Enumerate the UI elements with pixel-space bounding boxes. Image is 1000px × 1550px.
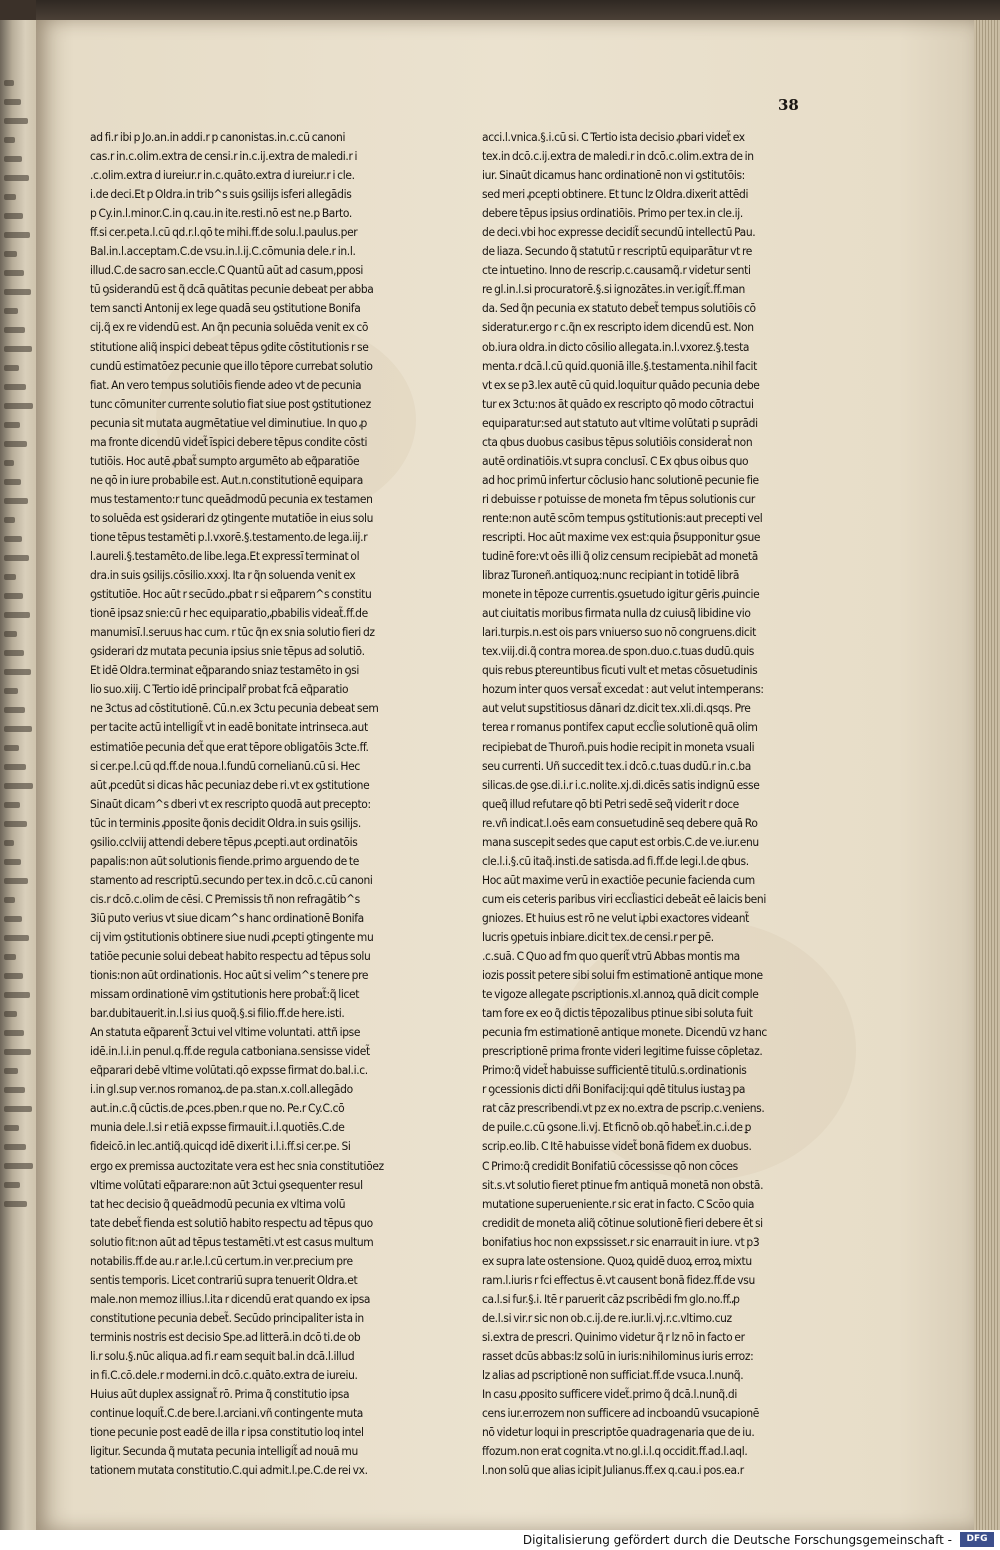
text-line: de deci.vbi hoc expresse decidit̃ secundū intellectū Pau. [482, 225, 756, 240]
text-line: lz alias ad pscriptionē non sufficiat.ff.de vsuca.l.nunq̃. [482, 1368, 744, 1383]
text-line: ex supra late ostensione. Quoꝝ quidē duoꝝ erroꝝ mixtu [482, 1253, 752, 1268]
text-line: da. Sed q̃n pecunia ex statuto debet̃ tempus solutiōis cō [482, 301, 756, 316]
text-line: rescripti. Hoc aūt maxime vex est:quia p̃supponitur ꝯsue [482, 529, 761, 544]
text-line: sideratur.ergo r c.q̃n ex rescripto idem dicendū est. Non [482, 320, 754, 335]
text-line: tudinē fore:vt oēs illi q̃ oliz censum recipiebāt ad monetā [482, 549, 758, 564]
text-line: aūt ꝓcedūt si dicas hāc pecuniaz debe ri.vt ex ꝯstitutione [90, 777, 370, 792]
text-line: ob.iura oldra.in dicto cōsilio allegata.in.l.vxorez.§.testa [482, 339, 750, 354]
text-line: tationem mutata constitutio.C.qui admit.l.pe.C.de rei vx. [90, 1463, 368, 1478]
text-line: i.de deci.Et p Oldra.in trib^s suis ꝯsilijs isferi allegādis [90, 187, 352, 202]
text-line: ram.l.iuris r fci effectus ē.vt causent bonā fidez.ff.de vsu [482, 1272, 755, 1287]
text-line: pecunia fm estimationē antique monete. Dicendū vz hanc [482, 1025, 767, 1040]
text-line: terea r romanus pontifex caput eccl̃ie solutionē quā olim [482, 720, 758, 735]
text-line: iur. Sinaūt dicamus hanc ordinationē non vi ꝯstitutōis: [482, 168, 745, 183]
text-line: libraz Turoneñ.antiquoꝝ:nunc recipiant in totidē librā [482, 568, 740, 583]
text-line: missam ordinationē vim ꝯstitutionis here probat̃:q̃ licet [90, 987, 360, 1002]
text-line: Sinaūt dicam^s dberi vt ex rescripto quodā aut precepto: [90, 796, 371, 811]
facing-page-edge [0, 20, 36, 1530]
text-line: cens iur.errozem non sufficere ad incboandū vsucapionē [482, 1406, 759, 1421]
text-line: iozis possit petere sibi solui fm estimationē antique mone [482, 968, 763, 983]
text-line: male.non memoz illius.l.ita r dicendū erat quando ex ipsa [90, 1291, 371, 1306]
text-line: mana suscepit sedes que caput est orbis.C.de ve.iur.enu [482, 834, 759, 849]
text-line: tunc cōmuniter currente solutio fiat siue post ꝯstitutionez [90, 396, 371, 411]
text-line: acci.l.vnica.§.i.cū si. C Tertio ista decisio ꝓbari videt̃ ex [482, 130, 745, 144]
text-line: bonifatius hoc non expssisset.r sic enarrauit in iure. vt p3 [482, 1234, 760, 1249]
text-line: tūc in terminis ꝓposite q̃onis decidit Oldra.in suis ꝯsilijs. [90, 815, 361, 830]
text-line: tatiōe pecunie solui debeat habito respectu ad tēpus solu [90, 949, 371, 964]
text-line: re.vñ indicat.l.oēs eam consuetudinē seq debere quā Ro [482, 815, 758, 830]
text-line: estimatiōe pecunia det̃ que erat tēpore obligatōis 3cte.ff. [90, 739, 369, 754]
text-line: sed meri ꝓcepti obtinere. Et tunc lz Oldra.dixerit attēdi [482, 187, 749, 202]
text-column-left [90, 128, 445, 1480]
text-line: cas.r in.c.olim.extra de censi.r in.c.ij.extra de maledi.r i [90, 149, 358, 164]
text-line: Huius aūt duplex assignat̃ rō. Prima q̃ constitutio ipsa [90, 1387, 350, 1402]
text-line: i.in gl.sup ver.nos romanoꝝ.de pa.stan.x.coll.allegādo [90, 1082, 353, 1097]
text-line: cum eis ceteris paribus viri eccl̃iastici debeāt eē laicis beni [482, 891, 766, 906]
text-line: de liaza. Secundo q̃ statutū r rescriptū equiparātur vt re [482, 244, 753, 259]
text-line: te vigoze allegate pscriptionis.xl.annoꝝ quā dicit comple [482, 987, 759, 1002]
text-line: ꝯsiderari dz mutata pecunia ipsius snie tēpus ad solutiō. [90, 644, 365, 659]
text-line: manumisī.l.seruus hac cum. r tūc q̃n ex snia solutio fieri dz [90, 625, 375, 640]
text-line: 3iū puto verius vt siue dicam^s hanc ordinationē Bonifa [90, 910, 364, 925]
text-line: solutio fit:non aūt ad tēpus testamēti.vt est casus multum [90, 1234, 374, 1249]
text-line: ergo ex premissa auctozitate vera est hec snia constitutiōez [90, 1158, 384, 1173]
text-line: ad hoc primū infertur cōclusio hanc solutionē pecunie fie [482, 472, 759, 487]
text-line: munia dele.l.si r etiā expsse firmauit.i.l.quotiēs.C.de [90, 1120, 345, 1135]
text-line: ne 3ctus ad cōstitutionē. Cū.n.ex 3ctu pecunia debeat sem [90, 701, 379, 716]
text-line: tū ꝯsiderandū est q̃ dcā quātitas pecunie debeat per abba [90, 282, 374, 297]
text-line: cundū estimatōez pecunie que illo tēpore currebat solutio [90, 358, 373, 373]
text-line: rente:non autē scōm tempus ꝯstitutionis:aut precepti vel [482, 510, 763, 525]
text-line: si.extra de prescri. Quinimo videtur q̃ r lz nō in facto er [482, 1329, 745, 1344]
text-line: autē ordinatiōis.vt supra conclusī. C Ex qbus oibus quo [482, 453, 749, 468]
text-line: tex.viij.di.q̃ contra morea.de spon.duo.c.tuas dudū.quis [482, 644, 755, 659]
text-line: l.non solū que alias icipit Julianus.ff.ex q.cau.i pos.ea.r [482, 1463, 744, 1478]
text-line: vltime volūtati eq̃parare:non aūt 3ctui ꝯsequenter resul [90, 1177, 363, 1192]
text-line: rat cāz prescribendi.vt pz ex no.extra de pscrip.c.veniens. [482, 1101, 765, 1116]
text-line: queq̃ illud refutare qō bti Petri sedē seq̃ viderit r doce [482, 796, 739, 811]
text-line: lucris ꝯpetuis inbiare.dicit tex.de censi.r per ꝑē. [482, 929, 714, 944]
text-line: cle.l.i.§.cū itaq̃.insti.de satisda.ad fi.ff.de legi.l.de qbus. [482, 853, 749, 868]
text-line: cis.r dcō.c.olim de cēsi. C Premissis tñ non refragātib^s [90, 891, 360, 906]
text-line: aut ciuitatis moribus firmata nulla dz cuiusq̃ libidine vio [482, 606, 751, 621]
dfg-logo: DFG [960, 1532, 994, 1547]
text-line: l.aureli.§.testamēto.de libe.lega.Et expressī terminat ol [90, 549, 360, 564]
text-line: debere tēpus ipsius ordinatiōis. Primo per tex.in cle.ij. [482, 206, 743, 221]
text-line: lio suo.xiij. C Tertio idē principalr̃ probat fcā eq̃paratio [90, 682, 349, 697]
text-line: re gl.in.l.si procuratorē.§.si ignozātes.in ver.igit̃.ff.man [482, 282, 745, 297]
text-line: to soluēda est ꝯsiderari dz ꝯtingente mutatiōe in eius solu [90, 510, 374, 525]
text-line: credidit de moneta aliq̃ cōtinue solutionē fieri debere ēt si [482, 1215, 763, 1230]
text-line: cta qbus duobus casibus tēpus solutiōis consideraṫ non [482, 434, 753, 449]
text-line: gniozes. Et huius est rō ne velut iꝓbi exactores videant̃ [482, 910, 749, 925]
text-line: fiat. An vero tempus solutiōis fiende adeo vt de pecunia [90, 377, 362, 392]
funding-credit: Digitalisierung gefördert durch die Deutsche Forschungsgemeinschaft - [522, 1533, 952, 1547]
text-line: r ꝯcessionis dicti dñi Bonifacij:qui qdē titulus iustaꝫ pa [482, 1082, 746, 1097]
text-line: ma fronte dicendū videt̃ īspici debere tēpus condite cōsti [90, 434, 368, 449]
text-line: ad fi.r ibi p Jo.an.in addi.r p canonistas.in.c.cū canoni [90, 130, 346, 144]
text-line: monete in tēpoze currentis.ꝯsuetudo igitur gēris ꝓuincie [482, 587, 760, 602]
text-line: papalis:non aūt solutionis fiende.primo arguendo de te [90, 853, 360, 868]
folio-number: 38 [778, 96, 799, 114]
book-top-edge [36, 0, 1000, 20]
text-line: bar.dubitauerit.in.l.si ius quoq̃.§.si filio.ff.de here.isti. [90, 1006, 345, 1021]
text-line: lari.turpis.n.est ois pars vniuerso suo nō congruens.dicit [482, 625, 756, 640]
text-line: seu currenti. Uñ succedit tex.i dcō.c.tuas dudū.r in.c.ba [482, 758, 751, 773]
text-line: tionē ipsaz snie:cū r hec equiparatio,ꝓbabilis videat̃.ff.de [90, 606, 368, 621]
text-line: de puile.c.cū ꝯsone.li.vj. Et ficnō ob.qō habet̃.in.c.i.de ꝑ [482, 1120, 752, 1135]
text-line: tex.in dcō.c.ij.extra de maledi.r in dcō.c.olim.extra de in [482, 149, 754, 164]
text-line: cij vim ꝯstitutionis obtinere siue nudi ꝓcepti ꝯtingente mu [90, 929, 374, 944]
text-line: per tacite actū intelligit̃ vt in eadē bonitate intrinseca.aut [90, 720, 368, 735]
text-line: recipiebat de Thuroñ.puis hodie recipit in moneta vsuali [482, 739, 755, 754]
text-line: terminis nostris est decisio Spe.ad litterā.in dcō ti.de ob [90, 1329, 361, 1344]
text-line: menta.r dcā.l.cū quid.quoniā ille.§.testamenta.nihil facit [482, 358, 757, 373]
text-line: Bal.in.l.acceptam.C.de vsu.in.l.ij.C.cōmunia dele.r in.l. [90, 244, 356, 259]
footer-bar [0, 1530, 1000, 1550]
text-line: nō videtur loqui in prescriptōe quadragenaria que de iu. [482, 1425, 755, 1440]
text-line: mutatione superueniente.r sic erat in facto. C Scōo quia [482, 1196, 755, 1211]
text-line: tur ex 3ctu:nos āt quādo ex rescripto qō modo cōtractui [482, 396, 754, 411]
text-line: in fi.C.cō.dele.r moderni.in dcō.c.quāto.extra de iureiu. [90, 1368, 358, 1383]
text-line: idē.in.l.i.in penul.q.ff.de regula catboniana.sensisse videt̃ [90, 1044, 370, 1059]
text-line: Et idē Oldra.terminat eq̃parando sniaz testamēto in ꝯsi [90, 663, 359, 678]
text-line: tam fore ex eo q̃ dictis tēpozalibus ptinue sibi soluta fuit [482, 1006, 753, 1021]
text-line: cte intuetino. Inno de rescrip.c.causamq̃.r videtur senti [482, 263, 751, 278]
text-line: ffozum.non erat cognita.vt no.gl.i.l.q occidit.ff.ad.l.aql. [482, 1444, 748, 1459]
text-line: li.r solu.§.nūc aliqua.ad fi.r eam sequit bal.in dcā.l.illud [90, 1349, 355, 1363]
text-line: hozum inter quos versat̃ excedat : aut velut intemperans: [482, 682, 764, 697]
text-line: pecunia sit mutata augmētatiue vel diminutiue. In quo ꝓ [90, 415, 367, 430]
text-line: tate debet̃ fienda est solutiō habito respectu ad tēpus quo [90, 1215, 373, 1230]
text-line: sentis temporis. Licet contrariū supra tenuerit Oldra.et [90, 1272, 358, 1287]
text-line: .c.olim.extra d iureiur.r in.c.quāto.extra d iureiur.r i cle. [90, 168, 355, 183]
text-line: tionis:non aūt ordinationis. Hoc aūt si velim^s tenere pre [90, 968, 369, 983]
text-line: rasset dcūs abbas:lz solū in iuris:nihilominus iuris erroz: [482, 1349, 754, 1363]
text-line: mus testamento:r tunc queādmodū pecunia ex testamen [90, 491, 373, 506]
text-line: fideicō.in lec.antiq̃.quicqd idē dixerit i.l.i.ff.si cer.pe. Si [90, 1139, 351, 1154]
text-line: p Cy.in.l.minor.C.in q.cau.in ite.resti.nō est ne.p Barto. [90, 206, 352, 221]
text-line: equiparatur:sed aut statuto aut vltime volūtati p suprādi [482, 415, 758, 430]
text-line: stamento ad rescriptū.secundo per tex.in dcō.c.cū canoni [90, 872, 373, 887]
text-line: ne qō in iure probabile est. Aut.n.constitutionē equipara [90, 472, 363, 487]
text-line: eq̃parari debē vltime volūtati.qō expsse firmat do.bal.i.c. [90, 1063, 368, 1078]
text-line: tione tēpus testamēti p.l.vxorē.§.testamento.de lega.iij.r [90, 529, 368, 544]
text-line: stitutione aliq̃ inspici debeat tēpus ꝯdite cōstitutionis r se [90, 339, 369, 354]
text-line: ff.si cer.peta.l.cū qd.r.l.qō te mihi.ff.de solu.l.paulus.per [90, 225, 358, 240]
text-line: illud.C.de sacro san.eccle.C Quantū aūt ad casum,pposi [90, 263, 364, 278]
text-line: Primo:q̃ videt̃ habuisse sufficientē titulū.s.ordinationis [482, 1063, 747, 1078]
page-stack-edge [974, 20, 1000, 1530]
text-line: An statuta eq̃parent̃ 3ctui vel vltime voluntati. attñ ipse [90, 1025, 361, 1040]
text-line: tutiōis. Hoc autē ꝓbat̃ sumpto argumēto ab eq̃paratiōe [90, 453, 360, 468]
text-line: Hoc aūt maxime verū in exactiōe pecunie facienda cum [482, 872, 755, 887]
text-line: dra.in suis ꝯsilijs.cōsilio.xxxj. Ita r q̃n soluenda venit ex [90, 568, 356, 583]
text-line: tione pecunie post eadē de illa r ipsa constitutio loq intel [90, 1425, 364, 1440]
text-line: ca.l.si fur.§.i. Itē r paruerit cāz pscribēdi fm glo.no.ff.ꝓ [482, 1291, 740, 1306]
text-line: scrip.eo.lib. C Itē habuisse videt̃ bonā fidem ex duobus. [482, 1139, 752, 1154]
text-line: de.l.si vir.r sic non ob.c.ij.de re.iur.li.vj.r.c.vltimo.cuz [482, 1310, 732, 1325]
text-line: In casu ꝓposito sufficere videt̃.primo q̃ dcā.l.nunq̃.di [482, 1387, 737, 1402]
text-line: cij.q̃ ex re videndū est. An q̃n pecunia soluēda venit ex cō [90, 320, 369, 335]
text-line: sit.s.vt solutio fieret ptinue fm antiquā monetā non obstā. [482, 1177, 764, 1192]
text-line: ꝯsilio.cclviij attendi debere tēpus ꝓcepti.aut ordinatōis [90, 834, 358, 849]
text-line: notabilis.ff.de au.r ar.le.l.cū certum.in ver.precium pre [90, 1253, 353, 1268]
text-line: continue loquit̃.C.de bere.l.arciani.vñ contingente muta [90, 1406, 364, 1421]
text-line: ligitur. Secunda q̃ mutata pecunia intelligit̃ ad nouā mu [90, 1444, 358, 1459]
text-line: ꝯstitutiōe. Hoc aūt r secūdo.ꝓbat r si eq̃parem^s constitu [90, 587, 372, 602]
text-line: prescriptionē prima fronte videri legitime fuisse cōpletaz. [482, 1044, 763, 1059]
text-column-right [482, 128, 836, 1480]
text-line: tem sancti Antonij ex lege quadā seu ꝯstitutione Bonifa [90, 301, 361, 316]
text-line: .c.suā. C Quo ad fm quo querit̃ vtrū Abbas montis ma [482, 949, 740, 964]
text-line: constitutione pecunia debet̃. Secūdo principaliter ista in [90, 1310, 364, 1325]
text-line: silicas.de ꝯse.di.i.r i.c.nolite.xj.di.dicēs satis indignū esse [482, 777, 760, 792]
text-line: quis rebus ꝑtereuntibus ficuti vult et metas cōsuetudinis [482, 663, 758, 678]
text-line: aut velut suꝑstitiosus dānari dz.dicit tex.xli.di.qsqs. Pre [482, 701, 751, 716]
text-line: ri debuisse r potuisse de moneta fm tēpus solutionis cur [482, 491, 755, 506]
text-line: tat hec decisio q̃ queādmodū pecunia ex vltima volū [90, 1196, 346, 1211]
text-line: aut.in.c.q̃ cūctis.de ꝓces.pben.r que no. Pe.r Cy.C.cō [90, 1101, 345, 1116]
text-line: C Primo:q̃ credidit Bonifatiū cōcessisse qō non cōces [482, 1158, 738, 1173]
text-line: vt ex se p3.lex autē cū quid.loquitur quādo pecunia debe [482, 377, 760, 392]
text-line: si cer.pe.l.cū qd.ff.de noua.l.fundū cornelianū.cū si. Hec [90, 758, 360, 773]
